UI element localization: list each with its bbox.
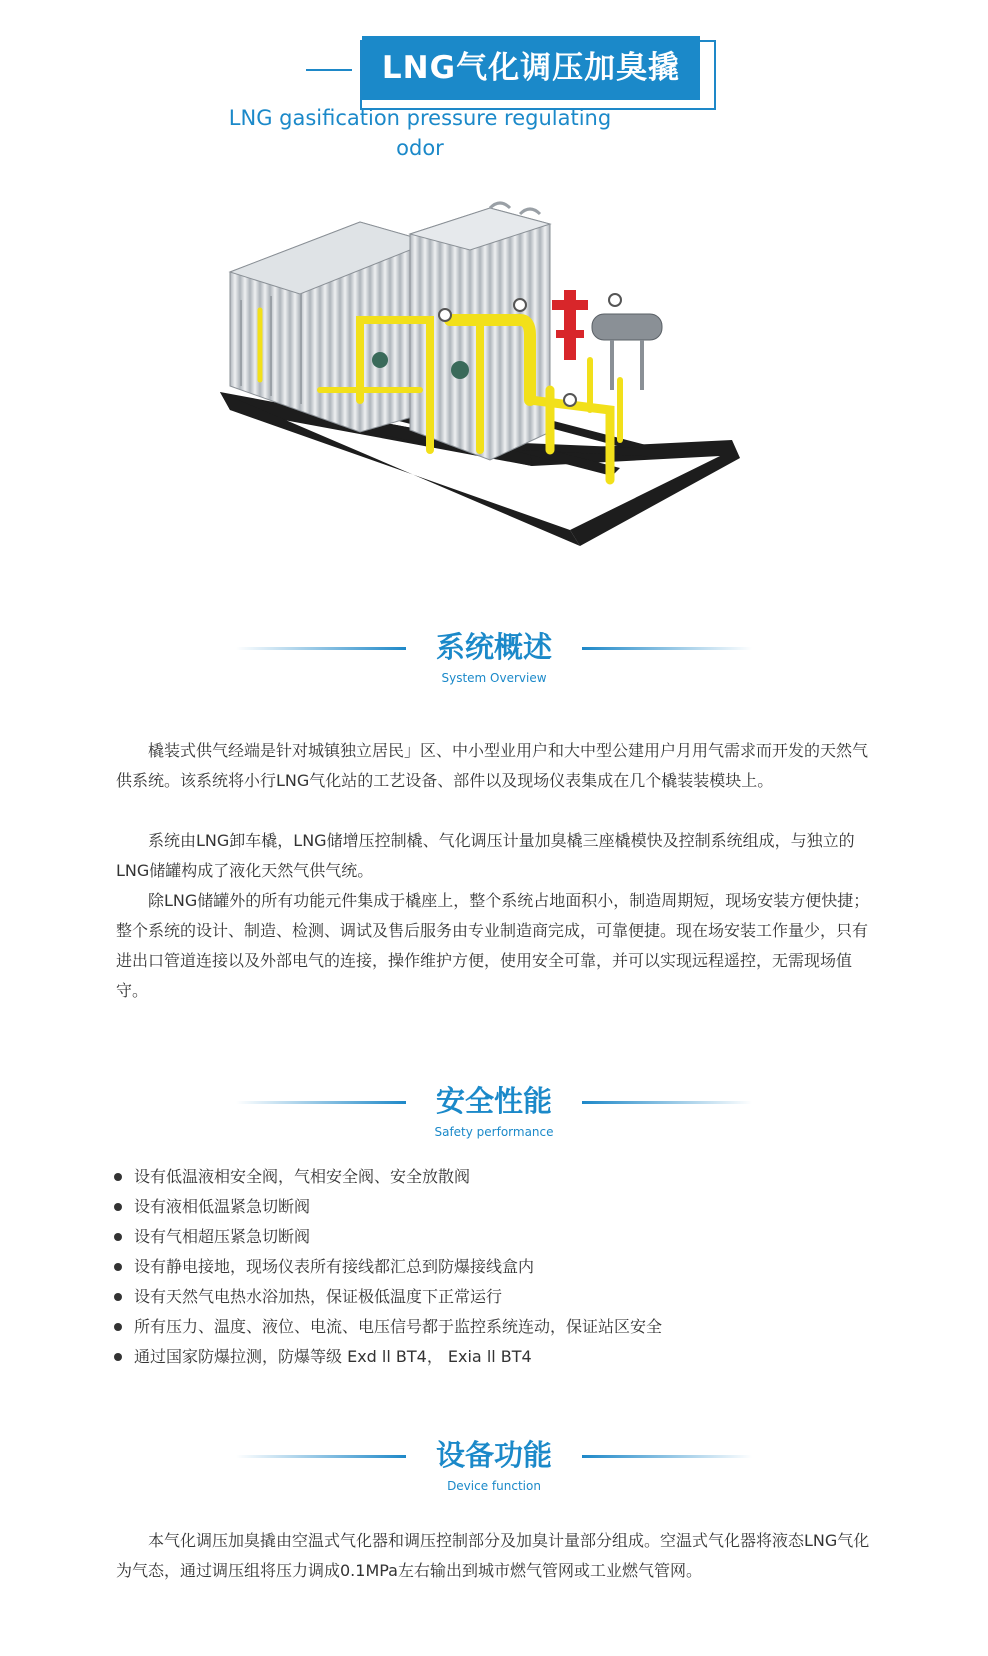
overview-paragraph-1: 橇装式供气经端是针对城镇独立居民」区、中小型业用户和大中型公建用户月用气需求而开发的天然气供系统。该系统将小行LNG气化站的工艺设备、部件以及现场仪表集成在几个橇装装模块上。 [116, 741, 869, 790]
section-title: 安全性能 [435, 1084, 552, 1118]
section-function-header [0, 1434, 988, 1504]
page-title: LNG气化调压加臭撬 [362, 36, 700, 100]
bullet-icon [114, 1173, 122, 1181]
list-item [112, 1312, 872, 1342]
overview-paragraph-2: 系统由LNG卸车橇，LNG储增压控制橇、气化调压计量加臭橇三座橇模快及控制系统组成，与独立的LNG储罐构成了液化天然气供气统。 [116, 831, 855, 880]
list-item [112, 1162, 872, 1192]
title-decor-line [306, 69, 352, 71]
page-subtitle: LNG gasification pressure regulating odor [228, 106, 612, 160]
list-item [112, 1342, 872, 1372]
section-title: 设备功能 [435, 1438, 552, 1472]
list-item-text: 设有气相超压紧急切断阀 [134, 1227, 311, 1246]
overview-paragraph-3: 除LNG储罐外的所有功能元件集成于橇座上，整个系统占地面积小，制造周期短，现场安装方便快捷；整个系统的设计、制造、检测、调试及售后服务由专业制造商完成，可靠便捷。现在场安装工作量少，只有进出口管道连接以及外部电气的连接，操作维护方便，使用安全可靠，并可以实现远程遥控，无需现场值守。 [116, 891, 870, 1000]
bullet-icon [114, 1353, 122, 1361]
bullet-icon [114, 1323, 122, 1331]
bullet-icon [114, 1233, 122, 1241]
list-item [112, 1282, 872, 1312]
product-photo [220, 200, 780, 600]
section-rule-right [582, 1101, 752, 1104]
section-subtitle: Safety performance [434, 1125, 554, 1139]
list-item [112, 1192, 872, 1222]
bullet-icon [114, 1263, 122, 1271]
list-item-text: 设有低温液相安全阀，气相安全阀、安全放散阀 [134, 1167, 471, 1186]
function-paragraph: 本气化调压加臭撬由空温式气化器和调压控制部分及加臭计量部分组成。空温式气化器将液态LNG气化为气态，通过调压组将压力调成0.1MPa左右输出到城市燃气管网或工业燃气管网。 [116, 1531, 870, 1580]
section-title: 系统概述 [435, 630, 552, 664]
bullet-icon [114, 1293, 122, 1301]
list-item-text: 所有压力、温度、液位、电流、电压信号都于监控系统连动，保证站区安全 [134, 1317, 663, 1336]
section-subtitle: Device function [447, 1479, 541, 1493]
list-item-text: 设有液相低温紧急切断阀 [134, 1197, 311, 1216]
odorizer-tank [592, 314, 662, 390]
list-item [112, 1222, 872, 1252]
list-item-text: 通过国家防爆拉测，防爆等级 Exd ll BT4， Exia ll BT4 [134, 1347, 532, 1366]
list-item [112, 1252, 872, 1282]
list-item-text: 设有天然气电热水浴加热，保证极低温度下正常运行 [134, 1287, 503, 1306]
bullet-icon [114, 1203, 122, 1211]
section-subtitle: System Overview [441, 671, 547, 685]
list-item-text: 设有静电接地，现场仪表所有接线都汇总到防爆接线盒内 [134, 1257, 535, 1276]
section-rule-right [582, 1455, 752, 1458]
safety-list [112, 1162, 872, 1372]
section-overview-header [0, 626, 988, 696]
section-rule-right [582, 647, 752, 650]
section-safety-header [0, 1080, 988, 1150]
